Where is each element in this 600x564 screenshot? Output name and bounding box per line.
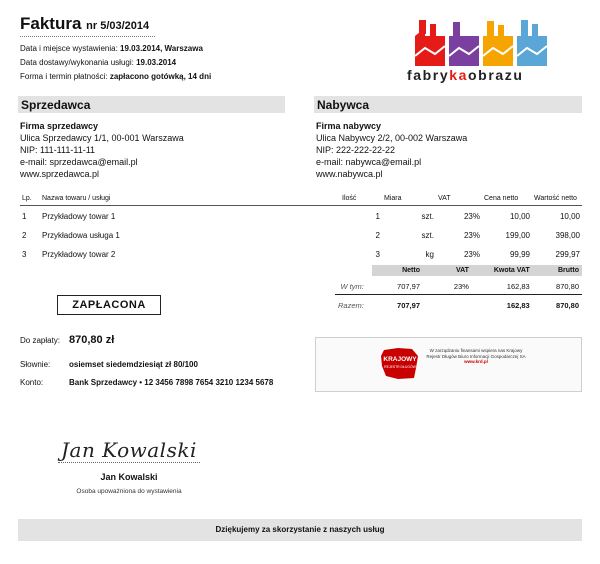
summary-total-row: Razem: 707,97 162,83 870,80 — [335, 295, 582, 314]
col-header: Nazwa towaru / usługi — [40, 193, 340, 206]
col-header: Lp. — [20, 193, 40, 206]
krd-text: W zarządzaniu finansami wspiera nas Krajowy Rejestr Długów Biuro Informacji Gospodarczej SA www.krd.pl — [426, 348, 526, 365]
amount-due-value: 870,80 zł — [69, 334, 115, 346]
buyer-nip: NIP: 222-222-22-22 — [316, 145, 396, 155]
table-row: 2 Przykładowa usługa 1 2 szt. 23% 199,00 398,00 — [22, 231, 580, 240]
invoice-number: nr 5/03/2014 — [86, 20, 150, 32]
summary-header-row: Netto VAT Kwota VAT Brutto — [335, 265, 582, 276]
svg-text:REJESTR DŁUGÓW: REJESTR DŁUGÓW — [384, 365, 416, 369]
payment-terms-row: Forma i termin płatności: zapłacono gotówką, 14 dni — [20, 72, 212, 81]
signatory-role: Osoba upoważniona do wystawienia — [76, 488, 182, 495]
signatory-name: Jan Kowalski — [100, 472, 158, 482]
buyer-block — [316, 120, 467, 180]
krd-banner — [315, 337, 582, 392]
title-underline — [20, 36, 155, 37]
seller-block — [20, 120, 184, 180]
seller-name: Firma sprzedawcy — [20, 121, 99, 131]
buyer-name: Firma nabywcy — [316, 121, 382, 131]
summary-table — [335, 265, 582, 313]
seller-address: Ulica Sprzedawcy 1/1, 00-001 Warszawa — [20, 133, 184, 143]
amount-words-row: Słownie: osiemset siedemdziesiąt zł 80/100 — [20, 360, 198, 369]
krd-badge-icon — [378, 346, 422, 380]
signature-line — [58, 462, 200, 463]
svg-text:KRAJOWY: KRAJOWY — [383, 356, 417, 363]
seller-email: e-mail: sprzedawca@email.pl — [20, 157, 138, 167]
seller-www: www.sprzedawca.pl — [20, 169, 100, 179]
signature-script: Jan Kowalski — [61, 438, 197, 462]
seller-nip: NIP: 111-111-11-11 — [20, 145, 96, 155]
col-header: Ilość — [340, 193, 382, 206]
col-header: VAT — [436, 193, 482, 206]
amount-due-row: Do zapłaty: 870,80 zł — [20, 334, 115, 346]
items-table — [20, 193, 582, 263]
items-header-row — [20, 193, 582, 206]
table-row: 3 Przykładowy towar 2 3 kg 23% 99,99 299,97 — [22, 250, 580, 259]
buyer-heading: Nabywca — [314, 96, 582, 113]
account-row: Konto: Bank Sprzedawcy • 12 3456 7898 7654 3210 1234 5678 — [20, 378, 274, 387]
issue-date-row: Data i miejsce wystawienia: 19.03.2014, Warszawa — [20, 44, 203, 53]
invoice-title: Faktura nr 5/03/2014 — [20, 14, 150, 33]
buyer-www: www.nabywca.pl — [316, 169, 383, 179]
col-header: Wartość netto — [532, 193, 582, 206]
col-header: Cena netto — [482, 193, 532, 206]
table-row: 1 Przykładowy towar 1 1 szt. 23% 10,00 10,00 — [22, 212, 580, 221]
paid-stamp: ZAPŁACONA — [57, 295, 161, 315]
logo-wordmark: fabrykaobrazu — [407, 67, 524, 83]
buyer-email: e-mail: nabywca@email.pl — [316, 157, 422, 167]
delivery-date-row: Data dostawy/wykonania usługi: 19.03.2014 — [20, 58, 177, 67]
krd-link[interactable]: www.krd.pl — [464, 359, 488, 365]
summary-wtym-row: W tym: 707,97 23% 162,83 870,80 — [340, 282, 579, 291]
seller-heading: Sprzedawca — [18, 96, 285, 113]
thank-you-footer: Dziękujemy za skorzystanie z naszych usług — [18, 519, 582, 541]
amount-words-value: osiemset siedemdziesiąt zł 80/100 — [69, 360, 198, 369]
buyer-address: Ulica Nabywcy 2/2, 00-002 Warszawa — [316, 133, 468, 143]
account-value: Bank Sprzedawcy • 12 3456 7898 7654 3210 1234 5678 — [69, 378, 274, 387]
col-header: Miara — [382, 193, 436, 206]
